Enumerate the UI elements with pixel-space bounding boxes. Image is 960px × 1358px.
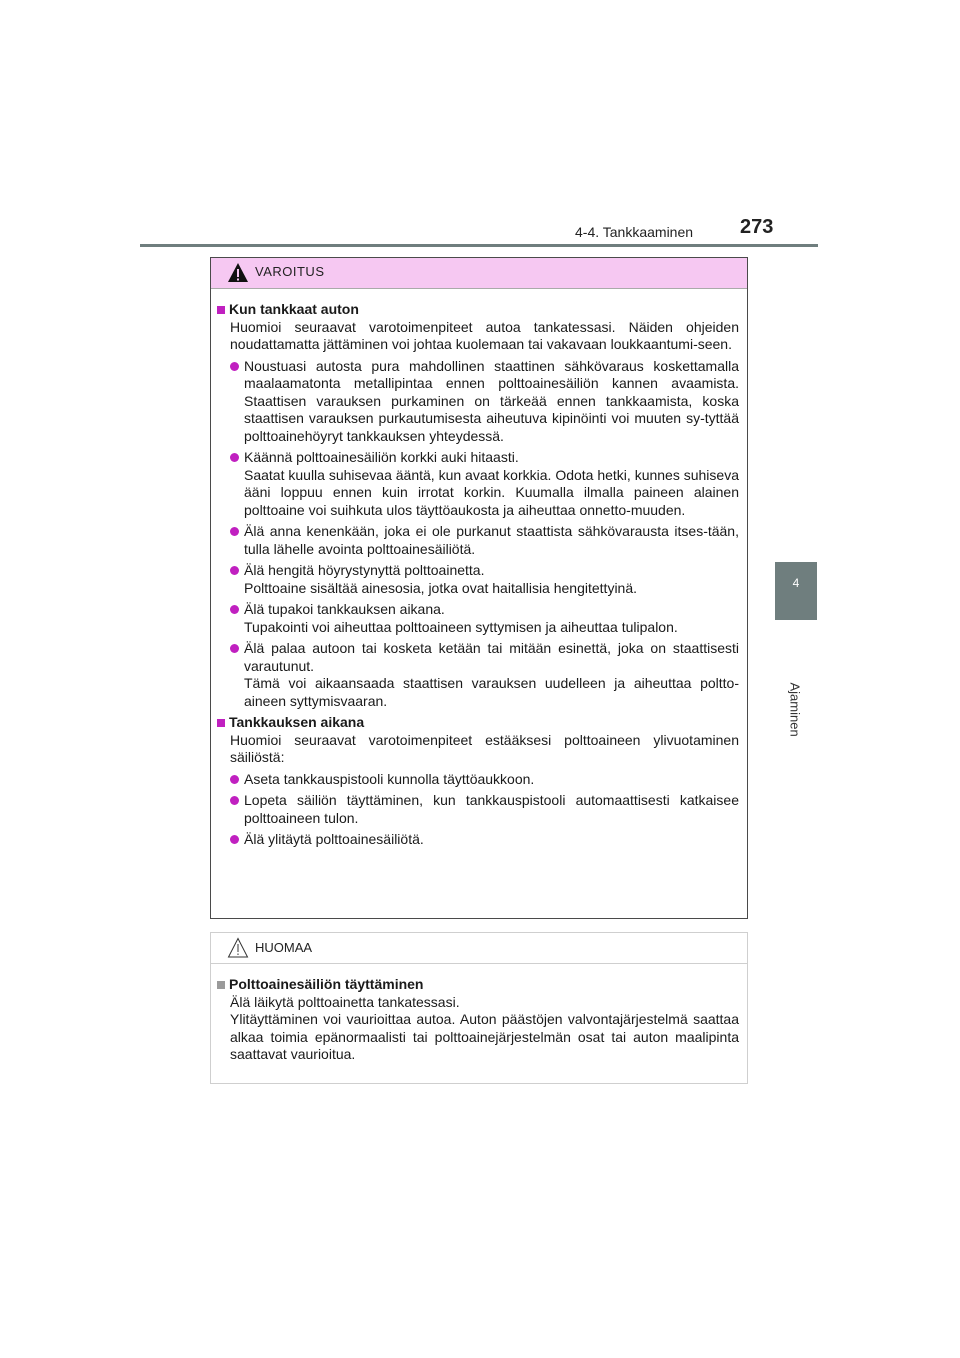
list-item-line: Tupakointi voi aiheuttaa polttoaineen syttymisen ja aiheuttaa tulipalon.	[244, 618, 678, 635]
notice-content	[211, 964, 747, 1064]
list-item-line: Polttoaine sisältää ainesosia, jotka ovat haitallisia hengitettyinä.	[244, 579, 638, 596]
list-item-line: Lopeta säiliön täyttäminen, kun tankkauspistooli automaattisesti katkaisee polttoaineen tulon.	[244, 792, 739, 826]
bullet-list	[217, 771, 739, 849]
list-item-line: Tämä voi aikaansaada staattisen varauksen uudelleen ja aiheuttaa poltto-aineen syttymisvaaran.	[244, 675, 739, 709]
list-item-line: Saatat kuulla suhisevaa ääntä, kun avaat korkkia. Odota hetki, kunnes suhiseva ääni loppuu ennen kuin irrotat korkin. Kuumalla ilmalla paineen alainen polttoaine voi suihkuta ulos täyttöaukosta ja aiheuttaa onnetto-muuden.	[244, 466, 739, 518]
notice-text	[230, 994, 739, 1064]
round-bullet-icon	[230, 362, 239, 371]
notice-box	[210, 932, 748, 1084]
list-item-line: Älä tupakoi tankkauksen aikana.	[244, 601, 445, 617]
section-heading: Kun tankkaat auton	[217, 301, 739, 319]
list-item-text	[244, 831, 739, 849]
list-item-line: Noustuasi autosta pura mahdollinen staattinen sähkövaraus koskettamalla maalaamatonta metallipintaa ennen polttoainesäiliön kannen avaamista. Staattisen varauksen purkaminen on tärkeää ennen tankkaamista, koska staattisen varauksen purkautumisesta aiheutuva kipinöinti voi muuten sy-tyttää polttoainehöyryt tankkauksen yhteydessä.	[244, 357, 739, 444]
list-item-line: Älä palaa autoon tai kosketa ketään tai mitään esinettä, joka on staattisesti varautunut.	[244, 640, 739, 674]
list-item-text	[244, 792, 739, 827]
round-bullet-icon	[230, 775, 239, 784]
list-item	[230, 601, 739, 636]
warning-title: VAROITUS	[255, 264, 325, 279]
list-item-text	[244, 601, 739, 636]
list-item-text	[244, 449, 739, 519]
warning-box	[210, 257, 748, 919]
notice-line: Ylitäyttäminen voi vaurioittaa autoa. Auton päästöjen valvontajärjestelmä saattaa alkaa toimia epänormaalisti tai polttoainejärjestelmän osat tai auton maalipinta saattavat vaurioitua.	[230, 1011, 739, 1062]
list-item-text	[244, 771, 739, 789]
header-rule	[140, 244, 818, 247]
notice-title: HUOMAA	[255, 940, 313, 955]
round-bullet-icon	[230, 605, 239, 614]
chapter-tab[interactable]: 4	[775, 562, 817, 620]
chapter-label: Ajaminen	[787, 682, 803, 737]
square-bullet-icon	[217, 719, 225, 727]
square-bullet-icon	[217, 306, 225, 314]
list-item	[230, 640, 739, 710]
round-bullet-icon	[230, 644, 239, 653]
section-intro: Huomioi seuraavat varotoimenpiteet estääksesi polttoaineen ylivuotaminen säiliöstä:	[230, 731, 739, 765]
round-bullet-icon	[230, 527, 239, 536]
round-bullet-icon	[230, 796, 239, 805]
list-item-line: Älä hengitä höyrystynyttä polttoainetta.	[244, 562, 485, 578]
section-intro: Huomioi seuraavat varotoimenpiteet autoa tankatessasi. Näiden ohjeiden noudattamatta jättäminen voi johtaa kuolemaan tai vakavaan loukkaantumi-seen.	[230, 318, 739, 352]
caution-triangle-icon	[227, 937, 249, 959]
list-item	[230, 562, 739, 597]
bullet-list	[217, 358, 739, 711]
list-item	[230, 771, 739, 789]
list-item-text	[244, 640, 739, 710]
section-heading: Tankkauksen aikana	[217, 714, 739, 732]
page-number: 273	[740, 216, 774, 238]
list-item	[230, 449, 739, 519]
warning-content	[211, 289, 747, 849]
round-bullet-icon	[230, 566, 239, 575]
list-item-line: Käännä polttoainesäiliön korkki auki hitaasti.	[244, 449, 519, 465]
list-item	[230, 523, 739, 558]
list-item-text	[244, 523, 739, 558]
round-bullet-icon	[230, 835, 239, 844]
square-bullet-icon	[217, 981, 225, 989]
notice-line: Älä läikytä polttoainetta tankatessasi.	[230, 993, 460, 1010]
round-bullet-icon	[230, 453, 239, 462]
list-item	[230, 358, 739, 446]
section-heading: Polttoainesäiliön täyttäminen	[217, 976, 739, 994]
list-item-line: Aseta tankkauspistooli kunnolla täyttöaukkoon.	[244, 770, 535, 787]
warning-triangle-icon	[227, 262, 249, 284]
list-item	[230, 831, 739, 849]
list-item-text	[244, 358, 739, 446]
list-item-line: Älä anna kenenkään, joka ei ole purkanut staattista sähkövarausta itses-tään, tulla lähelle avointa polttoainesäiliötä.	[244, 523, 739, 557]
notice-header	[211, 933, 747, 964]
list-item-text	[244, 562, 739, 597]
list-item-line: Älä ylitäytä polttoainesäiliötä.	[244, 831, 424, 847]
list-item	[230, 792, 739, 827]
section-title: 4-4. Tankkaaminen	[575, 224, 694, 240]
warning-header	[211, 258, 747, 289]
